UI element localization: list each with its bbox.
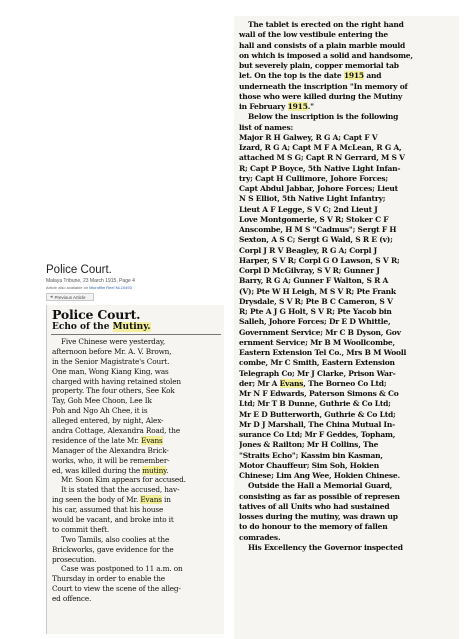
text-line: Jones & Railton; Mr H Collins, The bbox=[239, 440, 379, 450]
text-line: (V); Pte W H Leigh, M S V R; Pte Frank bbox=[239, 286, 396, 296]
text-line: let. On the top is the date 1915 and bbox=[239, 71, 382, 81]
text-line: ed offence. bbox=[52, 594, 92, 604]
text-line: Two Tamils, also coolies at the bbox=[61, 534, 170, 544]
text-line: works, who, it will be remember- bbox=[52, 455, 170, 465]
text-line: on which is imposed a solid and handsome, bbox=[239, 50, 413, 60]
text-line: combe, Mr C Smith, Eastern Extension bbox=[239, 358, 395, 368]
text-line: in February 1915." bbox=[239, 102, 314, 111]
text-line: Five Chinese were yesterday, bbox=[61, 337, 166, 346]
text-line: property. The four others, See Kok bbox=[52, 386, 175, 396]
text-line: ernment Service; Mr B M Woollcombe, bbox=[239, 337, 395, 347]
divider bbox=[51, 334, 221, 335]
scan-text-right bbox=[239, 20, 457, 553]
text-line: andra Cottage, Alexandra Road, the bbox=[52, 426, 181, 436]
text-line: wall of the low vestibule entering the bbox=[239, 30, 388, 40]
highlighted-term: Mutiny. bbox=[112, 322, 151, 332]
text-line: Ltd; Mr T B Dunne, Guthrie & Co Ltd; bbox=[239, 399, 391, 409]
text-line: Case was postponed to 11 a.m. on bbox=[61, 564, 183, 574]
scan-text-left bbox=[52, 337, 222, 604]
text-line: Mr E D Butterworth, Guthrie & Co Ltd; bbox=[239, 409, 396, 419]
text-line: Outside the Hall a Memorial Guard, bbox=[248, 481, 393, 491]
highlighted-term: 1915 bbox=[343, 71, 364, 81]
microfilm-link[interactable]: Microfilm Reel NL10493 bbox=[89, 285, 132, 290]
article-panel bbox=[34, 258, 226, 636]
text-line: Thursday in order to enable the bbox=[52, 574, 165, 584]
scan-subheading bbox=[52, 322, 151, 332]
text-line: Capt Abdul Jabbar, Johore Forces; Lieut bbox=[239, 184, 398, 193]
text-line: ing seen the body of Mr. Evans in bbox=[52, 495, 171, 505]
text-line: Motor Chauffeur; Sim Soh, Hokien bbox=[239, 460, 379, 470]
text-line: comrades. bbox=[239, 532, 281, 542]
text-line: but severely plain, copper memorial tab bbox=[239, 61, 399, 70]
text-line: alleged entered, by night, Alex- bbox=[52, 416, 164, 426]
text-line: Corpl D McGilvray, S V R; Gunner J bbox=[239, 266, 380, 275]
text-line: Tay, Goh Mee Choon, Lee Ik bbox=[52, 396, 152, 406]
article-publication: Malaya Tribune, 23 March 1915, Page 4 bbox=[46, 278, 135, 284]
arrow-left-icon: ◂ bbox=[50, 294, 53, 300]
text-line: Court to view the scene of the alleg- bbox=[52, 584, 181, 594]
text-line: Mr N F Edwards, Paterson Simons & Co bbox=[239, 389, 399, 398]
text-line: ed, was killed during the mutiny. bbox=[52, 465, 169, 475]
text-line: losses during the mutiny, was drawn up bbox=[239, 512, 398, 521]
text-line: Telegraph Co; Mr J Clarke, Prison War- bbox=[239, 368, 396, 378]
text-line: consisting as far as possible of represen bbox=[239, 491, 400, 501]
article-title: Police Court. bbox=[46, 264, 112, 276]
text-line: Mr. Soon Kim appears for accused. bbox=[61, 475, 186, 485]
text-line: Poh and Ngo Ah Chee, it is bbox=[52, 406, 148, 416]
text-line: R; Capt P Boyce, 5th Native Light Infan- bbox=[239, 163, 401, 173]
text-line: The tablet is erected on the right hand bbox=[248, 20, 404, 29]
text-line: Mr D J Marshall, The China Mutual In- bbox=[239, 419, 395, 429]
text-line: charged with having retained stolen bbox=[52, 376, 181, 386]
text-line: Izard, R G A; Capt M F A McLean, R G A, bbox=[239, 143, 402, 152]
text-line: his car, assumed that his house bbox=[52, 505, 164, 515]
text-line: afternoon before Mr. A. V. Brown, bbox=[52, 346, 172, 356]
text-line: One man, Wong Kiang King, was bbox=[52, 366, 169, 376]
article-scan-right bbox=[234, 16, 459, 639]
text-line: Anscombe, H M S "Cadmus"; Sergt F H bbox=[239, 225, 397, 234]
text-line: to commit theft. bbox=[52, 524, 110, 534]
text-line: Chinese; Lim Ang Wee, Hokien Chinese. bbox=[239, 471, 400, 480]
article-note bbox=[46, 285, 132, 290]
text-line: Below the inscription is the following bbox=[248, 112, 399, 122]
scan-subheading-text: Echo of the bbox=[52, 322, 113, 332]
text-line: Major R H Galwey, R G A; Capt F V bbox=[239, 132, 378, 142]
highlighted-term: Evans bbox=[141, 435, 163, 445]
text-line: in the Senior Magistrate's Court. bbox=[52, 356, 170, 366]
text-line: list of names: bbox=[239, 122, 294, 132]
text-line: It is stated that the accused, hav- bbox=[61, 485, 180, 495]
text-line: attached M S G; Capt R N Gerrard, M S V bbox=[239, 153, 405, 163]
text-line: Manager of the Alexandra Brick- bbox=[52, 445, 169, 455]
text-line: Brickworks, gave evidence for the bbox=[52, 544, 174, 554]
text-line: "Straits Echo"; Kassim bin Kasman, bbox=[239, 450, 383, 460]
text-line: Lieut A F Legge, S V C; 2nd Lieut J bbox=[239, 204, 378, 214]
text-line: Drysdale, S V R; Pte B C Cameron, S V bbox=[239, 296, 393, 306]
text-line: surance Co Ltd; Mr F Geddes, Topham, bbox=[239, 430, 396, 439]
text-line: to do honour to the memory of fallen bbox=[239, 522, 388, 532]
text-line: Love Montgomerie, S V R; Stoker C F bbox=[239, 214, 389, 224]
article-scan-left bbox=[46, 305, 224, 634]
highlighted-term: Evans bbox=[140, 495, 162, 505]
text-line: underneath the inscription "In memory of bbox=[239, 81, 408, 91]
note-text: Article also available on bbox=[46, 285, 90, 290]
previous-article-button[interactable] bbox=[46, 293, 94, 301]
text-line: His Excellency the Governor inspected bbox=[248, 542, 403, 552]
highlighted-term: Evans bbox=[279, 378, 304, 388]
previous-article-label: Previous Article bbox=[54, 294, 86, 300]
text-line: Eastern Extension Tel Co., Mrs B M Wooll bbox=[239, 348, 407, 357]
text-line: try; Capt H Cullimore, Johore Forces; bbox=[239, 173, 388, 183]
text-line: would be vacant, and broke into it bbox=[52, 515, 174, 525]
text-line: N S Elliot, 5th Native Light Infantry; bbox=[239, 194, 386, 204]
text-line: der; Mr A Evans, The Borneo Co Ltd; bbox=[239, 378, 387, 388]
highlighted-term: mutiny bbox=[142, 465, 167, 475]
text-line: hall and consists of a plain marble mould bbox=[239, 40, 406, 50]
highlighted-term: 1915 bbox=[287, 102, 308, 111]
scan-heading: Police Court. bbox=[52, 307, 141, 322]
text-line: Harper, S V R; Corpl G O Lawson, S V R; bbox=[239, 255, 400, 265]
text-line: tatives of all Units who had sustained bbox=[239, 501, 390, 511]
text-line: Salleh, Johore Forces; Dr E D Whittle, bbox=[239, 317, 391, 327]
text-line: prosecution. bbox=[52, 554, 97, 564]
text-line: Government Service; Mr C B Dyson, Gov bbox=[239, 327, 401, 337]
text-line: Sexton, A S C; Sergt G Wald, S R E (v); bbox=[239, 235, 393, 245]
text-line: Barry, R G A; Gunner F Walton, S R A bbox=[239, 276, 389, 286]
text-line: R; Pte A J G Holt, S V R; Pte Yacob bin bbox=[239, 307, 392, 316]
text-line: Corpl J R V Beagley, R G A; Corpl J bbox=[239, 245, 377, 255]
text-line: those who were killed during the Mutiny bbox=[239, 91, 403, 101]
text-line: residence of the late Mr. Evans bbox=[52, 435, 163, 445]
